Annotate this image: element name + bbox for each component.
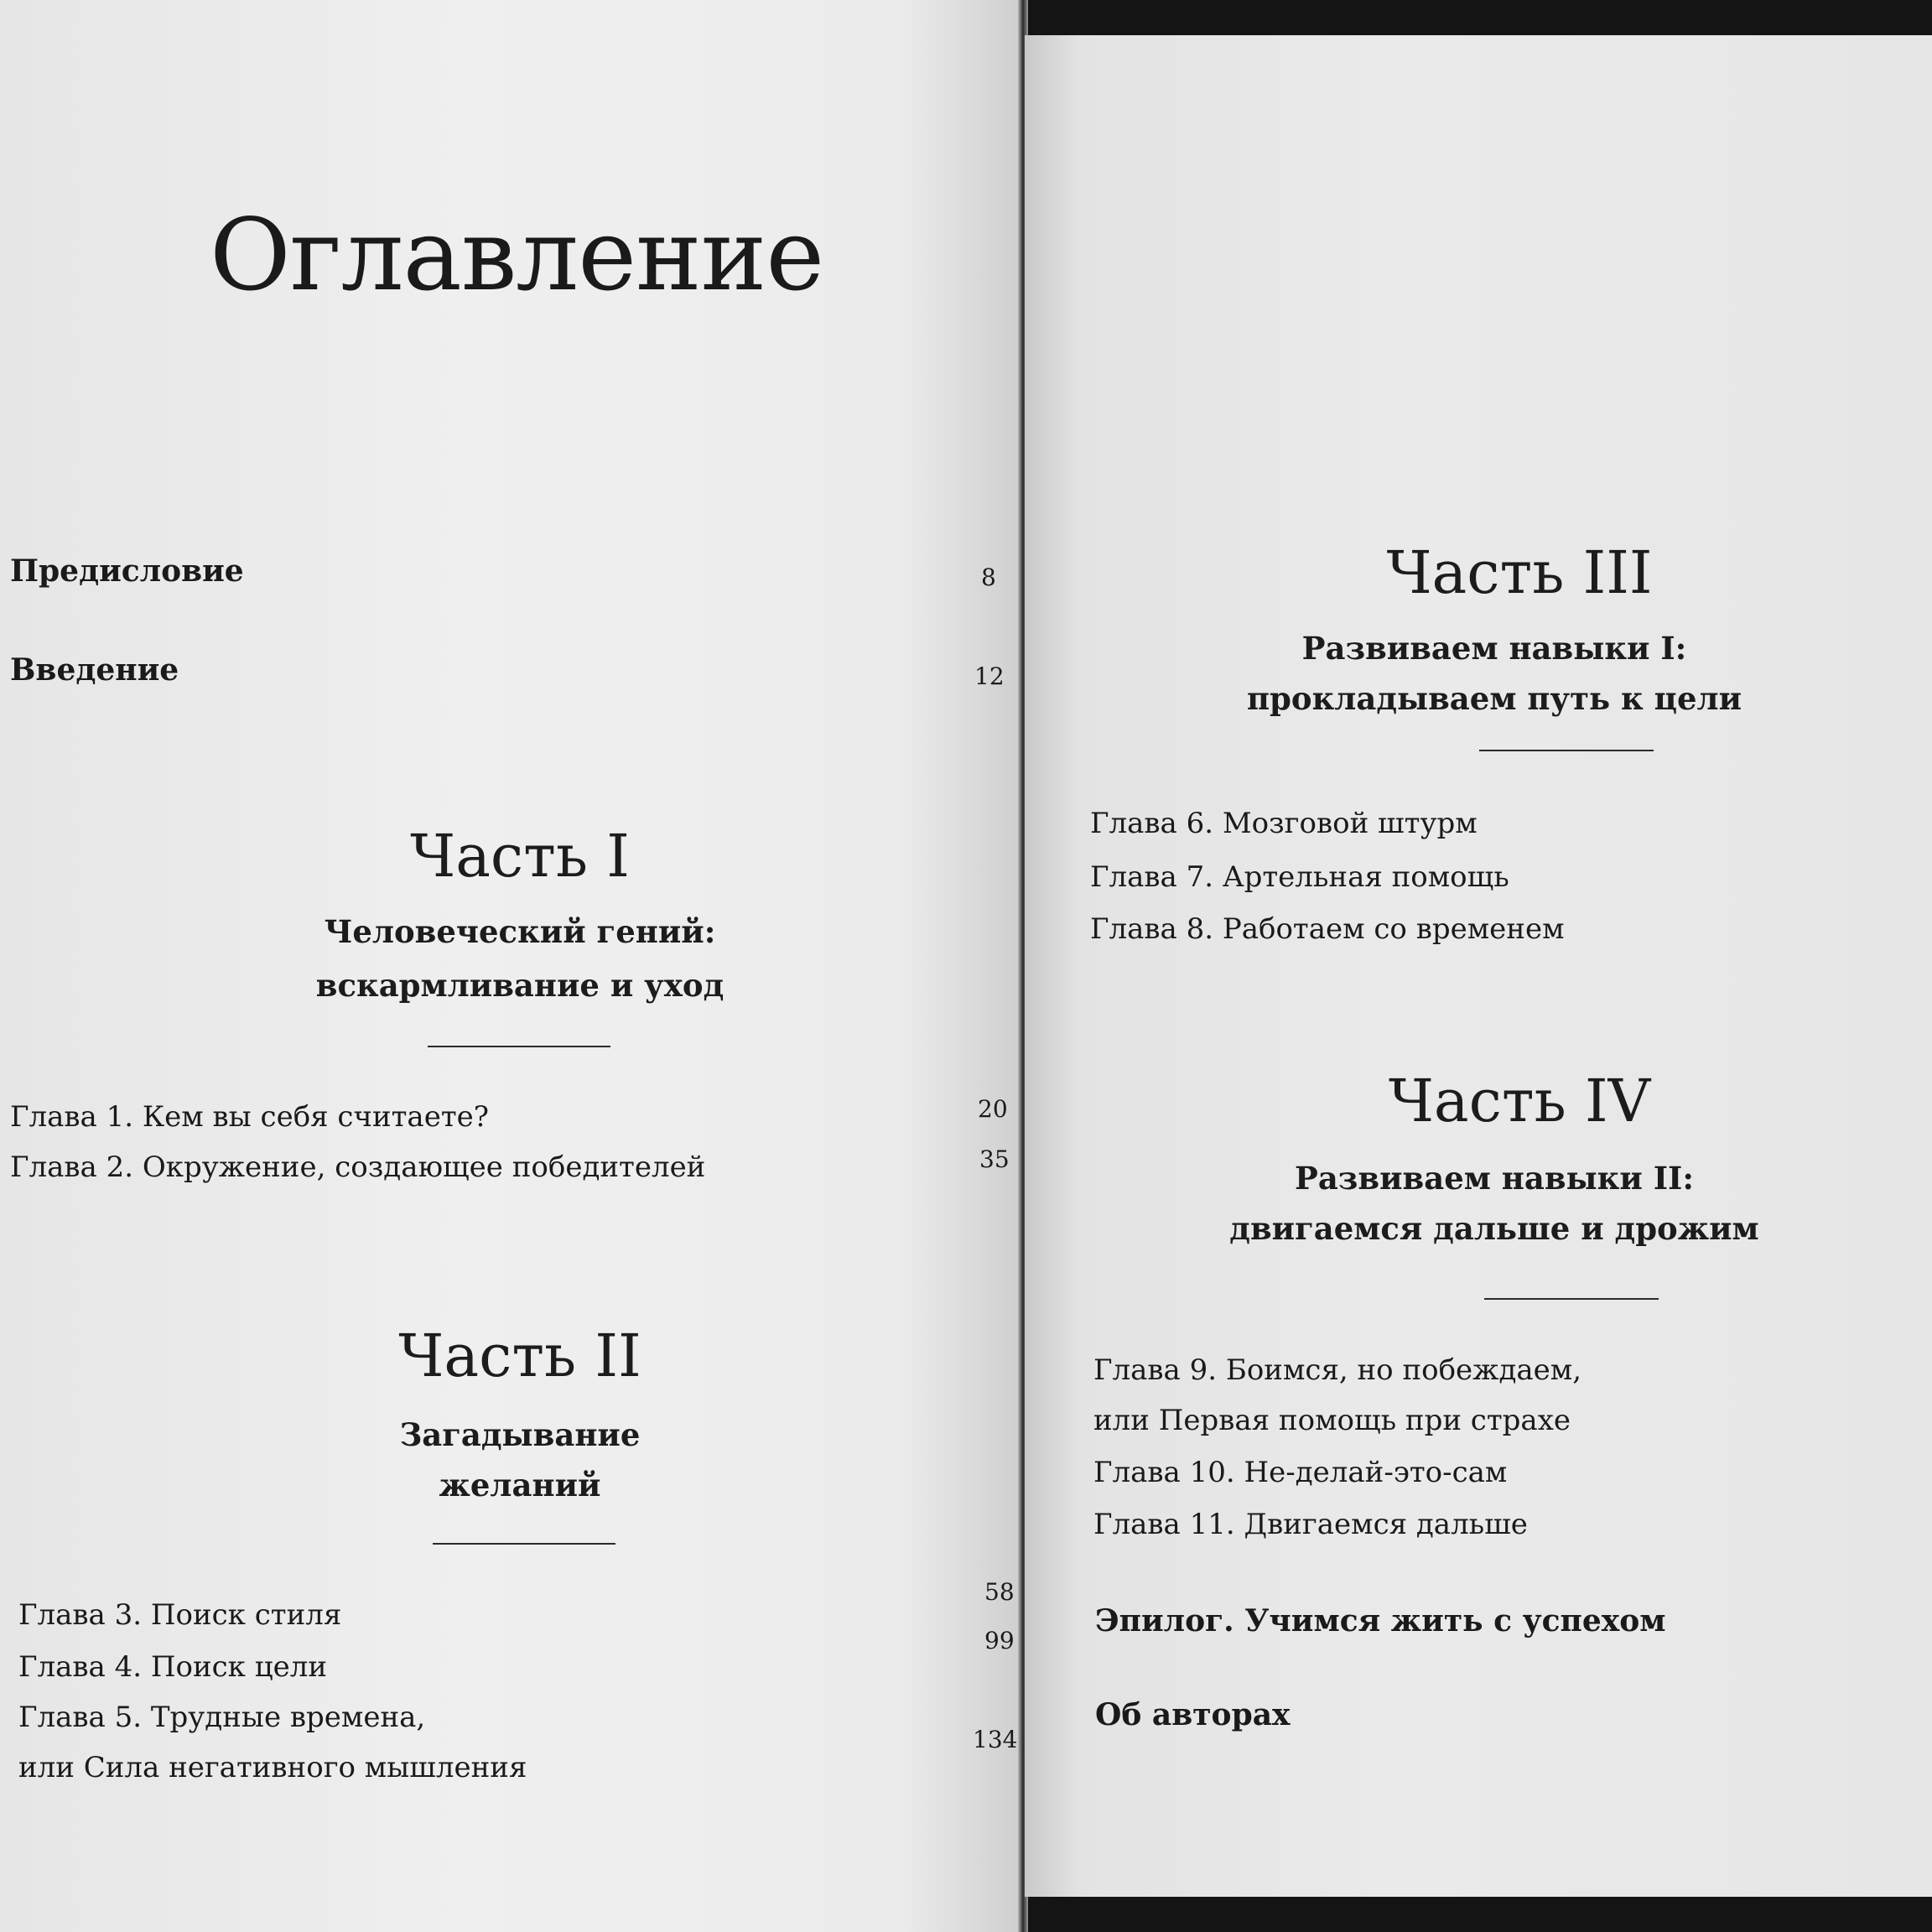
toc-entry-chapter-continued: или Сила негативного мышления (18, 1751, 527, 1784)
toc-entry-chapter[interactable]: Глава 6. Мозговой штурм (1090, 807, 1478, 840)
toc-entry-chapter[interactable]: Глава 3. Поиск стиля (18, 1598, 342, 1632)
part-title: Часть I (410, 822, 630, 891)
toc-entry-chapter-continued: или Первая помощь при страхе (1093, 1404, 1571, 1437)
divider (1484, 1298, 1659, 1300)
part-title: Часть III (1386, 538, 1653, 607)
toc-entry-chapter[interactable]: Глава 10. Не-делай-это-сам (1093, 1456, 1508, 1489)
toc-entry-about-authors[interactable]: Об авторах (1095, 1697, 1291, 1732)
part-subtitle: Человеческий гений: (324, 913, 716, 950)
page-number: 134 (973, 1726, 1018, 1753)
toc-entry-chapter[interactable]: Глава 7. Артельная помощь (1090, 860, 1509, 894)
page-number: 8 (981, 564, 996, 591)
toc-entry-chapter[interactable]: Глава 9. Боимся, но побеждаем, (1093, 1353, 1582, 1387)
page-title: Оглавление (210, 197, 824, 313)
part-subtitle: Загадывание (399, 1416, 641, 1453)
page-number: 58 (984, 1578, 1015, 1606)
toc-entry-chapter[interactable]: Глава 4. Поиск цели (18, 1650, 327, 1684)
part-subtitle: двигаемся дальше и дрожим (1229, 1210, 1759, 1247)
toc-entry-chapter[interactable]: Глава 2. Окружение, создающее победителей (10, 1150, 706, 1184)
part-subtitle: прокладываем путь к цели (1246, 680, 1742, 717)
part-subtitle: вскармливание и уход (315, 967, 724, 1004)
part-title: Часть IV (1388, 1067, 1651, 1135)
divider (428, 1046, 610, 1047)
toc-entry-chapter[interactable]: Глава 11. Двигаемся дальше (1093, 1508, 1528, 1541)
toc-entry-chapter[interactable]: Глава 5. Трудные времена, (18, 1701, 426, 1734)
toc-entry-chapter[interactable]: Глава 1. Кем вы себя считаете? (10, 1100, 489, 1134)
page-number: 99 (984, 1627, 1015, 1654)
page-number: 12 (974, 662, 1005, 690)
part-subtitle: Развиваем навыки II: (1295, 1160, 1694, 1197)
toc-entry-preface[interactable]: Предисловие (10, 553, 244, 589)
page-number: 35 (979, 1145, 1010, 1173)
part-subtitle: желаний (439, 1467, 601, 1504)
page-number: 20 (978, 1095, 1008, 1123)
toc-entry-chapter[interactable]: Глава 8. Работаем со временем (1090, 912, 1565, 946)
right-page (1025, 35, 1932, 1897)
divider (433, 1543, 615, 1545)
toc-entry-epilogue[interactable]: Эпилог. Учимся жить с успехом (1095, 1603, 1666, 1639)
part-title: Часть II (398, 1322, 641, 1390)
divider (1479, 750, 1654, 751)
part-subtitle: Развиваем навыки I: (1301, 630, 1687, 667)
toc-entry-introduction[interactable]: Введение (10, 652, 179, 688)
